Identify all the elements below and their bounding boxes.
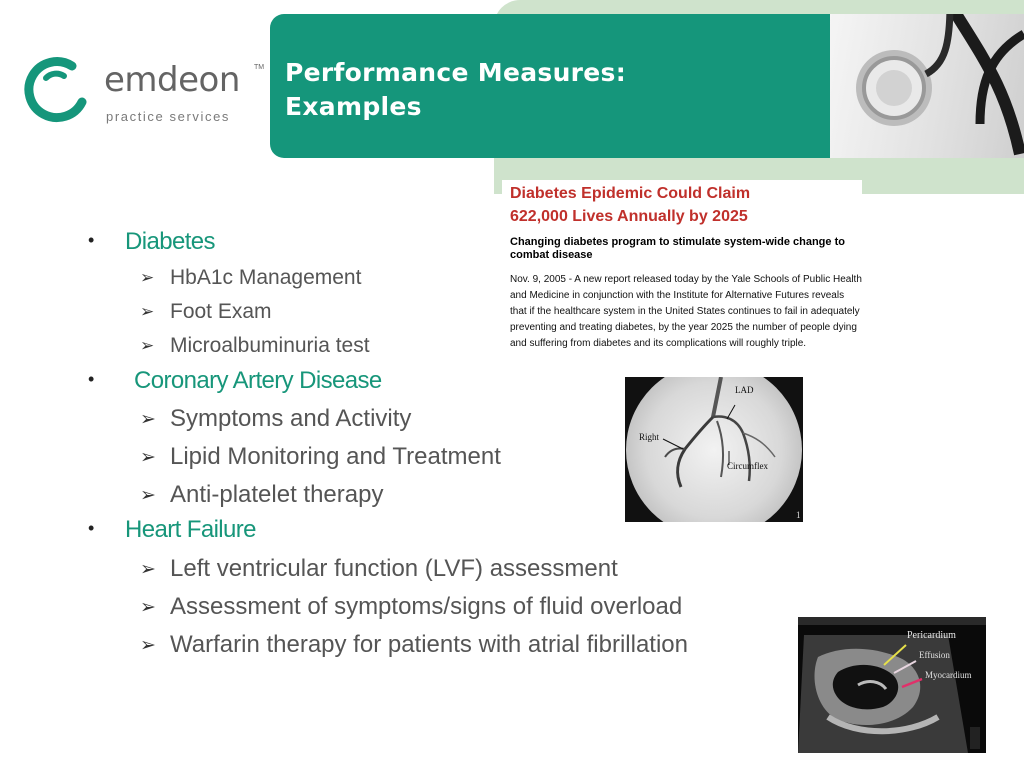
bullet-label: Heart Failure <box>125 516 256 543</box>
sub-item-label: HbA1c Management <box>170 266 362 289</box>
angiogram-label-lad: LAD <box>735 385 754 395</box>
echo-label-effusion: Effusion <box>919 650 950 660</box>
sub-item-label: Left ventricular function (LVF) assessment <box>170 555 618 582</box>
arrow-bullet-icon: ➢ <box>140 597 156 618</box>
arrow-bullet-icon: ➢ <box>140 268 155 287</box>
stethoscope-photo <box>830 14 1024 158</box>
arrow-bullet-icon: ➢ <box>140 559 156 580</box>
bullet-label: Diabetes <box>125 228 215 255</box>
arrow-bullet-icon: ➢ <box>140 635 156 656</box>
bullet-dot-icon: • <box>88 369 95 389</box>
sub-item-label: Assessment of symptoms/signs of fluid overload <box>170 593 683 620</box>
angiogram-graphic-icon <box>625 377 803 522</box>
sub-item-label: Foot Exam <box>170 300 272 323</box>
emdeon-logo <box>24 56 264 130</box>
title-line-2: Examples <box>285 92 422 121</box>
page-title <box>285 56 626 124</box>
logo-wordmark: emdeon <box>104 60 240 100</box>
bullet-label: Coronary Artery Disease <box>134 367 382 394</box>
arrow-bullet-icon: ➢ <box>140 447 156 468</box>
sub-item-label: Microalbuminuria test <box>170 334 370 357</box>
stethoscope-icon <box>830 14 1024 158</box>
sub-item-label: Symptoms and Activity <box>170 405 412 432</box>
news-clipping <box>502 180 862 366</box>
angiogram-image <box>625 377 803 522</box>
article-headline <box>510 182 750 228</box>
echo-label-pericardium: Pericardium <box>907 630 956 641</box>
arrow-bullet-icon: ➢ <box>140 409 156 430</box>
bullet-dot-icon: • <box>88 518 95 538</box>
title-line-1: Performance Measures: <box>285 58 627 87</box>
logo-trademark: TM <box>254 64 265 71</box>
bullet-dot-icon: • <box>88 230 95 250</box>
arrow-bullet-icon: ➢ <box>140 485 156 506</box>
emdeon-logo-mark-icon <box>24 56 92 124</box>
echocardiogram-graphic-icon <box>798 617 986 753</box>
angiogram-label-circumflex: Circumflex <box>727 461 768 471</box>
echocardiogram-image <box>798 617 986 753</box>
angiogram-label-corner: 1 <box>796 510 801 520</box>
logo-tagline: practice services <box>106 109 231 124</box>
sub-item-label: Warfarin therapy for patients with atrial fibrillation <box>170 631 688 658</box>
article-headline-line-2: 622,000 Lives Annually by 2025 <box>510 208 748 225</box>
arrow-bullet-icon: ➢ <box>140 302 155 321</box>
arrow-bullet-icon: ➢ <box>140 336 155 355</box>
sub-item-label: Anti-platelet therapy <box>170 481 384 508</box>
article-subheadline: Changing diabetes program to stimulate system-wide change to combat disease <box>510 236 845 261</box>
article-body: Nov. 9, 2005 - A new report released today by the Yale Schools of Public Health and Medicine in conjunction with the Institute for Alternative Futures reveals that if the healthcare system in the United States continues to fail in adequately preventing and treating diabetes, by the year 2025 the number of people dying and suffering from diabetes and its complications will roughly triple. <box>510 274 862 349</box>
sub-item-label: Lipid Monitoring and Treatment <box>170 443 501 470</box>
article-headline-line-1: Diabetes Epidemic Could Claim <box>510 185 751 202</box>
echo-label-myocardium: Myocardium <box>925 670 972 680</box>
angiogram-label-right: Right <box>639 432 660 442</box>
